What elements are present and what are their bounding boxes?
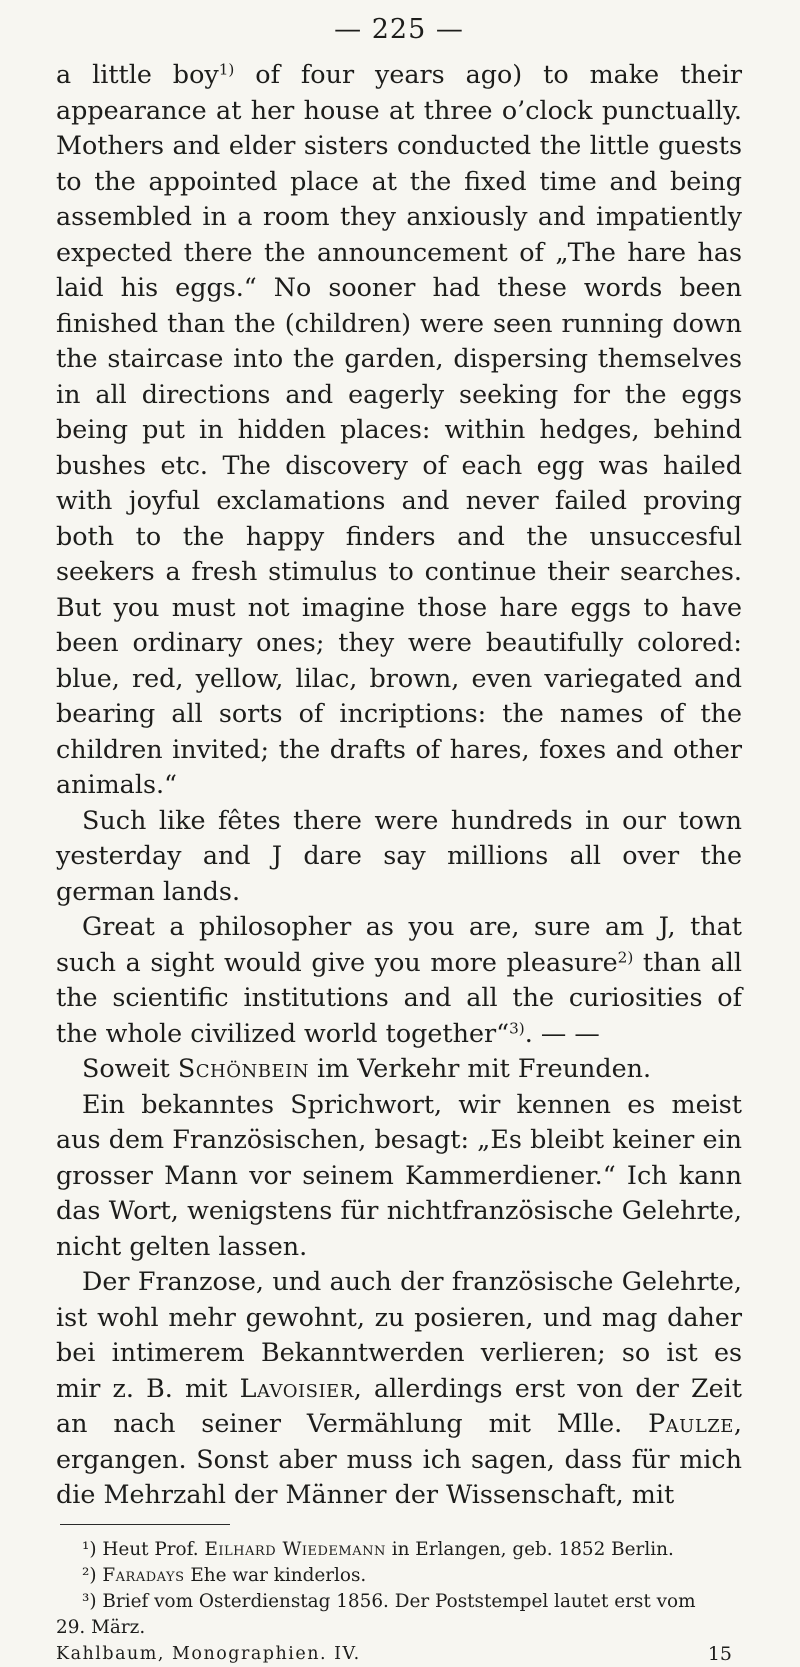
paragraph: [56, 803, 742, 910]
person-name: Lavoisier: [239, 1372, 354, 1403]
text-run: of four years ago) to make their appearance at her house at three o’clock punctually. Mothers and elder sisters conducted the little guests to the appointed place at the fixed time and being assembled in a room they anxiously and impatiently expected there the announcement of „The hare has laid his eggs.“ No sooner had these words been finished than the (children) were seen running down the staircase into the garden, dispersing themselves in all directions and eagerly seeking for the eggs being put in hidden places: within hedges, behind bushes etc. The discovery of each egg was hailed with joyful exclamations and never failed proving both to the happy finders and the unsuccesful seekers a fresh stimulus to continue their searches. But you must not imagine those hare eggs to have been ordinary ones; they were beautifully colored: blue, red, yellow, lilac, brown, even variegated and bearing all sorts of incriptions: the names of the children invited; the drafts of hares, foxes and other animals.“: [56, 59, 742, 799]
footnote: [56, 1537, 742, 1563]
text-run: im Verkehr mit Freunden.: [308, 1053, 652, 1083]
text-run: , ergangen. Sonst aber muss ich sagen, dass für mich die Mehrzahl der Männer der Wissenschaft, mit: [56, 1408, 742, 1509]
footnote-marker: 3): [509, 1019, 525, 1038]
paragraph: [56, 1264, 742, 1513]
footnote-marker: 2): [617, 948, 634, 967]
body-text: [56, 57, 742, 1513]
text-run: ¹) Heut Prof.: [82, 1538, 205, 1560]
text-run: Such like fêtes there were hundreds in our town yesterday and J dare say millions all over the german lands.: [56, 804, 742, 906]
paragraph: [56, 909, 742, 1051]
text-run: Ehe war kinderlos.: [184, 1564, 367, 1586]
text-run: , allerdings erst von der Zeit an nach seiner Vermählung mit Mlle.: [56, 1372, 742, 1438]
text-run: a little boy: [56, 59, 219, 89]
text-run: Soweit: [82, 1053, 178, 1083]
text-run: 29. März.: [56, 1616, 146, 1638]
page-footer: [56, 1641, 742, 1667]
text-run: . — —: [524, 1017, 600, 1048]
text-run: Great a philosopher as you are, sure am J, that such a sight would give you more pleasure: [56, 911, 742, 977]
text-run: Ein bekanntes Sprichwort, wir kennen es meist aus dem Französischen, besagt: „Es bleibt keiner ein grosser Mann vor seinem Kammerdiener.“ Ich kann das Wort, wenigstens für nichtfranzösische Gelehrte, nicht gelten lassen.: [56, 1088, 742, 1261]
footnote: [56, 1615, 742, 1641]
text-run: in Erlangen, geb. 1852 Berlin.: [385, 1538, 674, 1560]
footnotes: [56, 1537, 742, 1641]
person-name: Paulze: [648, 1408, 734, 1438]
paragraph: [56, 1051, 742, 1087]
paragraph: [56, 57, 742, 803]
page-number: — 225 —: [334, 14, 464, 45]
person-name: Eilhard Wiedemann: [204, 1538, 386, 1560]
text-run: Der Franzose, und auch der französische Gelehrte, ist wohl mehr gewohnt, zu posieren, und mag daher bei intimerem Bekanntwerden verlieren; so ist es mir z. B. mit: [56, 1266, 742, 1403]
text-run: ³) Brief vom Osterdienstag 1856. Der Poststempel lautet erst vom: [82, 1590, 696, 1612]
text-run: ²): [82, 1564, 103, 1586]
footnote: [56, 1589, 742, 1615]
text-run: than all the scientific institutions and all the curiosities of the whole civilized world together“: [56, 946, 742, 1048]
person-name: Faradays: [102, 1564, 185, 1586]
sheet-signature: 15: [707, 1642, 732, 1665]
footnote-marker: 1): [218, 60, 235, 79]
series-title: Kahlbaum, Monographien. IV.: [56, 1643, 361, 1664]
paragraph: [56, 1087, 742, 1265]
person-name: Schönbein: [177, 1053, 309, 1083]
footnote: [56, 1563, 742, 1589]
footnote-rule: [60, 1524, 230, 1525]
